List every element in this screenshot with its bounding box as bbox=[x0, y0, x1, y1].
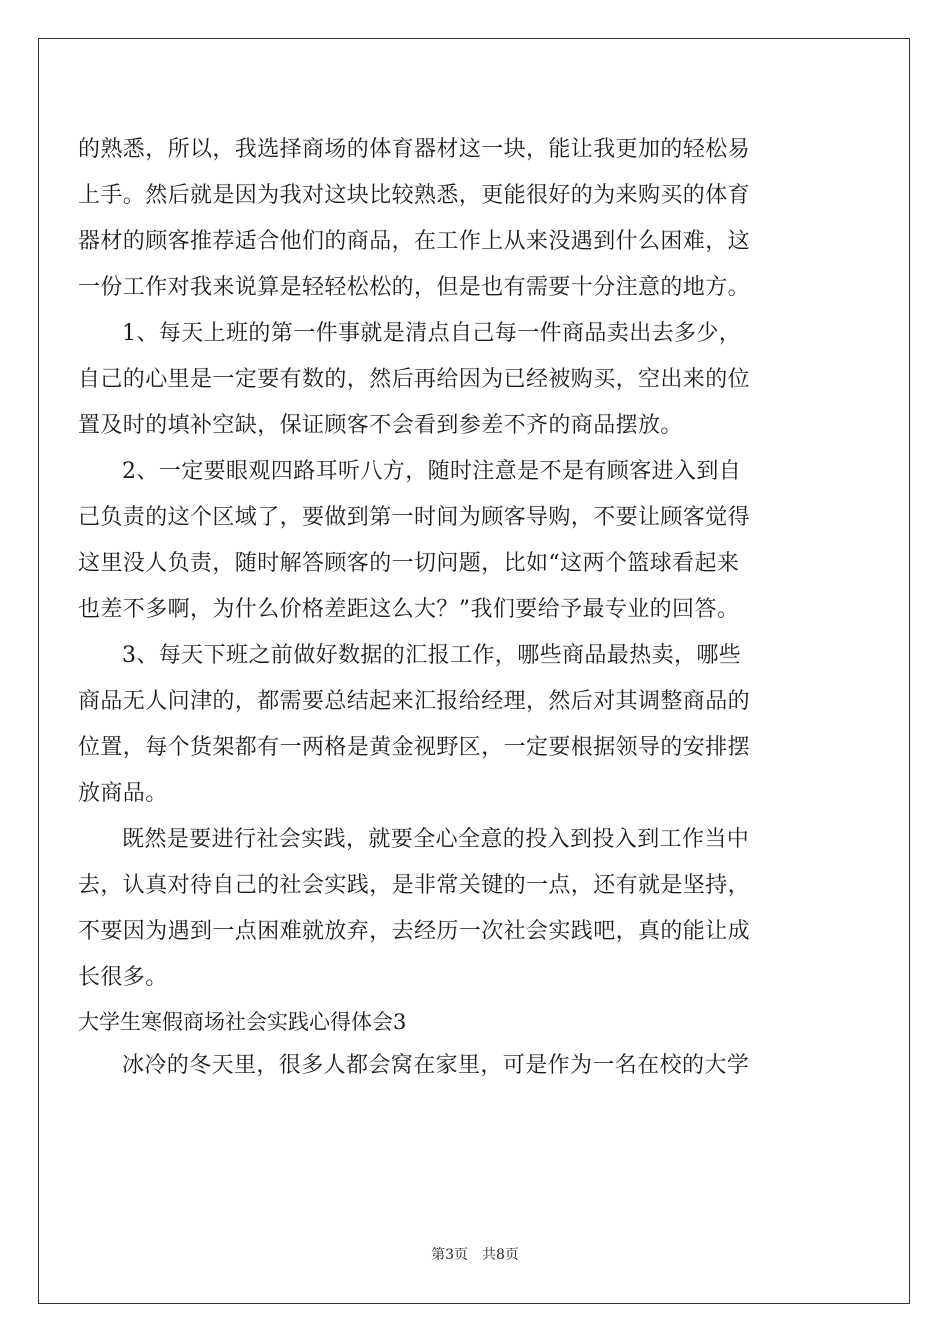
page-number-label: 第3页 共8页 bbox=[431, 1247, 519, 1263]
body-line: 上手。然后就是因为我对这块比较熟悉，更能很好的为来购买的体育 bbox=[78, 183, 751, 208]
body-line: 也差不多啊，为什么价格差距这么大？”我们要给予最专业的回答。 bbox=[78, 597, 740, 622]
body-line: 不要因为遇到一点困难就放弃，去经历一次社会实践吧，真的能让成 bbox=[78, 919, 751, 944]
body-line: 的熟悉，所以，我选择商场的体育器材这一块，能让我更加的轻松易 bbox=[78, 137, 751, 162]
body-line: 一份工作对我来说算是轻轻松松的，但是也有需要十分注意的地方。 bbox=[78, 275, 751, 300]
body-line: 置及时的填补空缺，保证顾客不会看到参差不齐的商品摆放。 bbox=[78, 413, 683, 438]
paragraph-first-line: 冰冷的冬天里，很多人都会窝在家里，可是作为一名在校的大学 bbox=[122, 1053, 750, 1078]
body-line: 放商品。 bbox=[78, 781, 168, 806]
body-line: 这里没人负责，随时解答顾客的一切问题，比如“这两个篮球看起来 bbox=[78, 551, 740, 576]
list-item-3-first-line: 3、每天下班之前做好数据的汇报工作，哪些商品最热卖，哪些 bbox=[122, 643, 742, 668]
list-item-2-first-line: 2、一定要眼观四路耳听八方，随时注意是不是有顾客进入到自 bbox=[122, 459, 742, 484]
page-footer bbox=[0, 1245, 950, 1265]
section-heading: 大学生寒假商场社会实践心得体会3 bbox=[78, 1010, 407, 1034]
body-line: 己负责的这个区域了，要做到第一时间为顾客导购，不要让顾客觉得 bbox=[78, 505, 751, 530]
body-line: 器材的顾客推荐适合他们的商品，在工作上从来没遇到什么困难，这 bbox=[78, 229, 751, 254]
body-line: 商品无人问津的，都需要总结起来汇报给经理，然后对其调整商品的 bbox=[78, 689, 751, 714]
paragraph-first-line: 既然是要进行社会实践，就要全心全意的投入到投入到工作当中 bbox=[122, 827, 750, 852]
body-line: 去，认真对待自己的社会实践，是非常关键的一点，还有就是坚持， bbox=[78, 873, 751, 898]
body-line: 长很多。 bbox=[78, 965, 168, 990]
body-line: 自己的心里是一定要有数的，然后再给因为已经被购买，空出来的位 bbox=[78, 367, 751, 392]
list-item-1-first-line: 1、每天上班的第一件事就是清点自己每一件商品卖出去多少， bbox=[122, 321, 742, 346]
body-line: 位置，每个货架都有一两格是黄金视野区，一定要根据领导的安排摆 bbox=[78, 735, 751, 760]
